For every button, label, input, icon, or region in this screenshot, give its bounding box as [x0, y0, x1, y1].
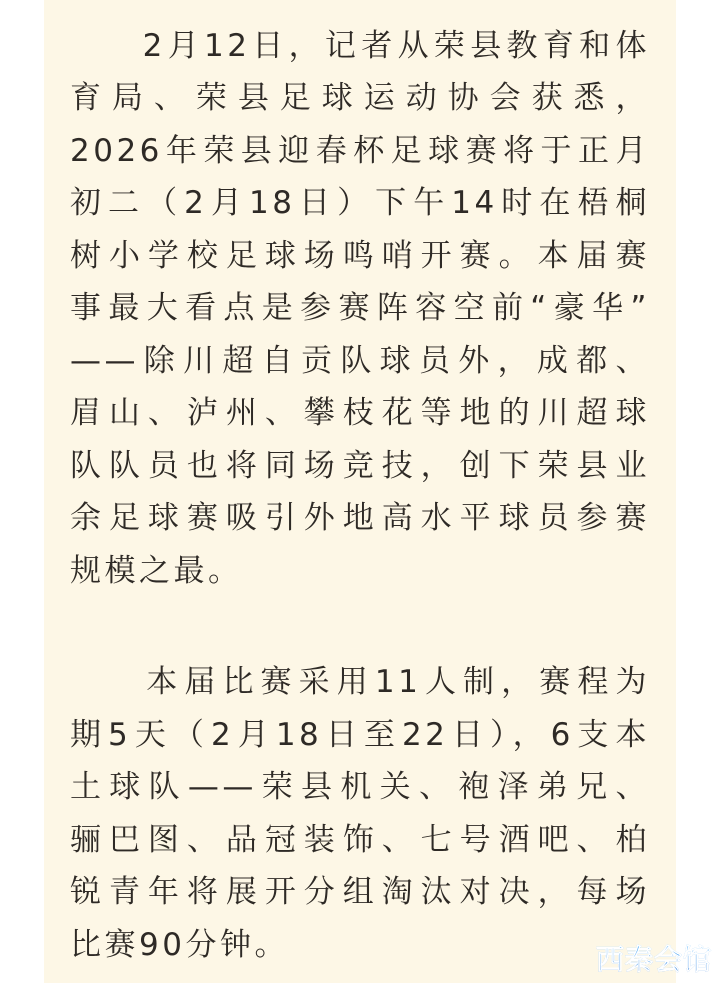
paragraph-2-line-4: 骊巴图、品冠装饰、七号酒吧、柏: [70, 822, 650, 858]
paragraph-1-line-9: 队队员也将同场竞技，创下荣县业: [70, 448, 650, 484]
paragraph-1-line-1: 2月12日，记者从荣县教育和体: [70, 28, 650, 64]
paragraph-1-line-6: 事最大看点是参赛阵容空前“豪华”: [70, 290, 650, 326]
paragraph-1-line-2: 育局、荣县足球运动协会获悉，: [70, 80, 650, 116]
paragraph-2-line-2: 期5天（2月18日至22日），6支本: [70, 717, 650, 753]
paragraph-1-line-3: 2026年荣县迎春杯足球赛将于正月: [70, 133, 650, 169]
paragraph-2-line-3: 土球队——荣县机关、袍泽弟兄、: [70, 769, 650, 805]
paragraph-1-line-4: 初二（2月18日）下午14时在梧桐: [70, 185, 650, 221]
paragraph-2-line-1: 本届比赛采用11人制，赛程为: [70, 664, 650, 700]
paragraph-1-line-7: ——除川超自贡队球员外，成都、: [70, 343, 650, 379]
article-page: [44, 0, 676, 983]
paragraph-1-line-5: 树小学校足球场鸣哨开赛。本届赛: [70, 238, 650, 274]
paragraph-1-line-10: 余足球赛吸引外地高水平球员参赛: [70, 500, 650, 536]
watermark-logo: 西秦会馆: [595, 943, 712, 976]
paragraph-2-line-6: 比赛90分钟。: [70, 927, 289, 963]
paragraph-1-line-11: 规模之最。: [70, 553, 243, 589]
paragraph-2-line-5: 锐青年将展开分组淘汰对决，每场: [70, 874, 650, 910]
paragraph-1-line-8: 眉山、泸州、攀枝花等地的川超球: [70, 395, 650, 431]
